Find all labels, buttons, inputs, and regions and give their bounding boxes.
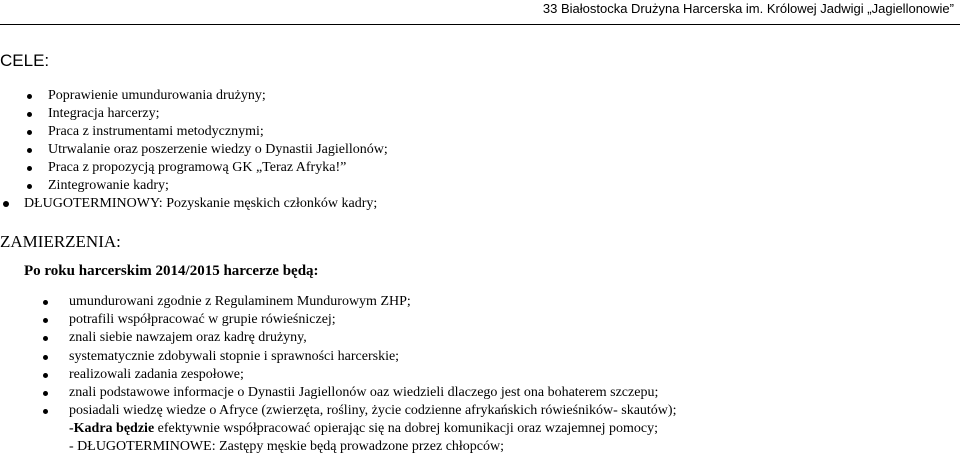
list-item	[69, 348, 676, 366]
zamierzenia-subtitle: Po roku harcerskim 2014/2015 harcerze będą:	[24, 263, 319, 279]
list-item-text: Praca z instrumentami metodycznymi;	[48, 124, 264, 139]
bullet-icon	[27, 112, 32, 117]
kadra-line	[69, 420, 658, 438]
list-item-text: Integracja harcerzy;	[48, 106, 160, 121]
list-item	[48, 87, 388, 105]
bullet-icon	[43, 336, 48, 341]
bullet-icon	[43, 300, 48, 305]
list-item-text: Poprawienie umundurowania drużyny;	[48, 88, 266, 103]
bullet-icon	[43, 391, 48, 396]
list-item	[48, 159, 388, 177]
bullet-icon	[43, 355, 48, 360]
list-item	[69, 384, 676, 402]
list-item-text: znali podstawowe informacje o Dynastii Jagiellonów oaz wiedzieli dlaczego jest ona bohaterem szczepu;	[69, 385, 659, 401]
list-item	[48, 177, 388, 195]
bullet-icon	[43, 409, 48, 414]
long-term-goal-list	[24, 195, 377, 213]
page-header: 33 Białostocka Drużyna Harcerska im. Królowej Jadwigi „Jagiellonowie”	[542, 1, 954, 16]
list-item-text: posiadali wiedzę wiedze o Afryce (zwierzęta, rośliny, życie codzienne afrykańskich rówieśników- skautów);	[69, 403, 677, 419]
bullet-icon	[27, 166, 32, 171]
bullet-icon	[43, 318, 48, 323]
kadra-text: efektywnie współpracować opierając się na dobrej komunikacji oraz wzajemnej pomocy;	[154, 421, 658, 436]
long-term-plan-line: - DŁUGOTERMINOWE: Zastępy męskie będą prowadzone przez chłopców;	[69, 439, 505, 454]
list-item	[48, 123, 388, 141]
list-item	[69, 311, 676, 329]
bullet-icon	[27, 94, 32, 99]
list-item-text: Praca z propozycją programową GK „Teraz Afryka!”	[48, 160, 347, 175]
cele-list	[48, 87, 388, 195]
list-item	[69, 293, 676, 311]
kadra-prefix: -Kadra będzie	[69, 421, 155, 436]
header-divider	[0, 24, 960, 25]
bullet-icon	[43, 373, 48, 378]
list-item-text: Zintegrowanie kadry;	[48, 178, 169, 193]
zamierzenia-heading: ZAMIERZENIA:	[0, 232, 121, 251]
list-item	[48, 141, 388, 159]
cele-heading: CELE:	[0, 51, 50, 70]
list-item-text: realizowali zadania zespołowe;	[69, 366, 244, 382]
list-item-text: umundurowani zgodnie z Regulaminem Mundurowym ZHP;	[69, 294, 411, 309]
bullet-icon	[27, 130, 32, 135]
list-item	[69, 329, 676, 347]
list-item	[69, 366, 676, 384]
list-item-text: systematycznie zdobywali stopnie i sprawności harcerskie;	[69, 348, 400, 364]
list-item-text: potrafili współpracować w grupie rówieśniczej;	[69, 312, 336, 328]
zamierzenia-list	[69, 293, 676, 420]
list-item	[69, 402, 676, 420]
list-item	[48, 105, 388, 123]
long-term-goal-text: DŁUGOTERMINOWY: Pozyskanie męskich członków kadry;	[24, 196, 378, 211]
bullet-icon	[27, 148, 32, 153]
list-item-text: Utrwalanie oraz poszerzenie wiedzy o Dynastii Jagiellonów;	[48, 142, 388, 157]
bullet-icon	[27, 184, 32, 189]
list-item-text: znali siebie nawzajem oraz kadrę drużyny,	[69, 330, 307, 346]
list-item	[24, 195, 377, 213]
bullet-icon	[3, 201, 9, 207]
